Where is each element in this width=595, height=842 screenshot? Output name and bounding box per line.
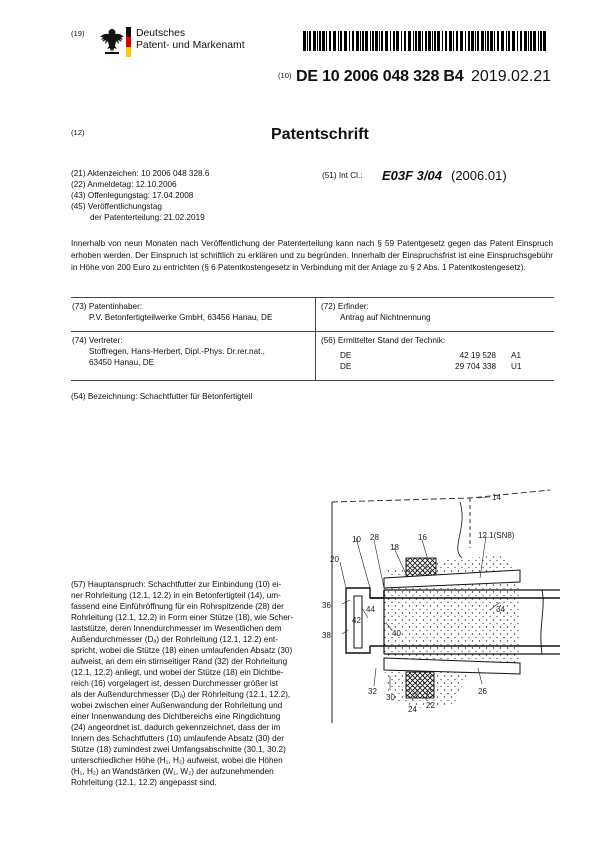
ref-label-42: 42 [352,616,361,625]
inid-code-10: (10) [278,71,292,80]
flag-red [126,37,131,47]
break-line [541,590,543,654]
claim-line: Stütze (18) zumindest zwei Umfangsabschnitte (30.1, 30.2) [71,745,286,754]
ipc-version: (2006.01) [451,168,507,183]
ref-label-20: 20 [330,555,339,564]
flag-gold [126,47,131,57]
document-barcode [303,31,548,51]
claim-line: unterschiedlicher Höhe (H₁, H₂) aufweist, wobei die Höhen [71,756,283,765]
prior-art-number: 42 19 528 [459,351,496,360]
ref-label-32: 32 [368,687,377,696]
document-type: Patentschrift [271,126,369,143]
ref-label-40: 40 [392,629,401,638]
table-top-rule [71,297,554,298]
holder-value: P.V. Betonfertigteilwerke GmbH, 63456 Hanau, DE [89,313,273,322]
opposition-notice: Innerhalb von neun Monaten nach Veröffentlichung der Patenterteilung kann nach § 59 Patentgesetz gegen das Patent Einspruch erhoben werden. Der Einspruch ist schriftlich zu erklären und zu begründen. Innerhalb der Einspruchsfrist ist eine Einspruchsgebühr in Höhe von 200 Euro zu entrichten (§ 6 Patentkostengesetz in Verbindung mit der Anlage zu § 2 Abs. 1 Patentkostengesetz). [71,239,553,272]
main-claim [71,579,311,788]
claim-line: wobei zwischen einer Außenwandung der Rohrleitung und [71,701,283,710]
biblio-line: (21) Aktenzeichen: 10 2006 048 328.6 [71,169,210,178]
inventor-value: Antrag auf Nichtnennung [340,313,431,322]
biblio-line: (43) Offenlegungstag: 17.04.2008 [71,191,194,200]
claim-line: Rohrleitung (12.1, 12.2) angepasst sind. [71,778,217,787]
leader-line [458,502,462,558]
ref-label-38: 38 [322,631,331,640]
lower-ring-seal [406,672,434,698]
ref-label-36: 36 [322,601,331,610]
representative-value: Stoffregen, Hans-Herbert, Dipl.-Phys. Dr.rer.nat., [89,347,265,356]
document-date: 2019.02.21 [471,68,552,85]
claim-line: spricht, wobei die Stütze (18) einen umlaufenden Absatz (30) [71,646,293,655]
representative-value: 63450 Hanau, DE [89,358,155,367]
inid-code-12: (12) [71,128,85,137]
biblio-left [71,168,209,223]
patent-figure [310,478,560,738]
claim-line: (57) Hauptanspruch: Schachtfutter zur Einbindung (10) ei- [71,580,282,589]
prior-art-kind: A1 [511,351,522,360]
prior-art-number: 29 704 338 [455,362,496,371]
prior-art-label: (56) Ermittelter Stand der Technik: [321,336,446,345]
ref-label-14: 14 [492,493,501,502]
claim-line: als der Außendurchmesser (Dₐ) der Rohrleitung (12.1, 12.2), [71,690,291,699]
ref-label-16: 16 [418,533,427,542]
inid-code-19: (19) [71,29,85,38]
ref-label-22: 22 [426,701,435,710]
flag-black [126,27,131,37]
claim-line: fassend eine Einführöffnung für ein Rohrspitzende (28) der [71,602,284,611]
claim-line: Rohrleitung (12.1, 12.2) in Form einer Stütze (18), wie Scher- [71,613,294,622]
holder-label: (73) Patentinhaber: [72,302,143,311]
ref-label-28: 28 [370,533,379,542]
table-column-rule [315,297,316,380]
claim-line: Innern des Schachtfutters (10) umlaufende Absatz (30) der [71,734,284,743]
table-bottom-rule [71,380,554,381]
ipc-label: (51) Int Cl.: [322,171,363,180]
inventor-label: (72) Erfinder: [321,302,369,311]
biblio-line: der Patenterteilung: 21.02.2019 [90,213,205,222]
ref-label-12-1: 12.1(SN8) [478,531,515,540]
ref-label-24: 24 [408,705,417,714]
ref-label-10: 10 [352,535,361,544]
table-mid-rule [71,331,554,332]
biblio-line: (45) Veröffentlichungstag [71,202,162,211]
claim-line: ner Rohrleitung (12.1, 12.2) in ein Betonfertigteil (14), um- [71,591,281,600]
biblio-line: (22) Anmeldetag: 12.10.2006 [71,180,177,189]
ref-label-30: 30 [386,693,395,702]
claim-line: (H₁, H₂) an Wandstärken (W₁, W₂) der aufzunehmenden [71,767,274,776]
claim-line: laststütze, deren Innendurchmesser im Wesentlichen dem [71,624,282,633]
ref-label-44: 44 [366,605,375,614]
concrete-edge-line [332,490,550,502]
office-name-line2: Patent- und Markenamt [136,40,245,51]
federal-eagle-logo [99,27,125,63]
prior-art-kind: U1 [511,362,522,371]
ipc-class: E03F 3/04 [382,168,442,183]
document-number: DE 10 2006 048 328 B4 [296,68,464,85]
claim-line: reich (16) vorgelagert ist, dessen Durchmesser größer ist [71,679,279,688]
prior-art-country: DE [340,362,352,371]
claim-line: (12.1, 12.2) anliegt, und wobei der Stütze (18) ein Dichtbe- [71,668,284,677]
prior-art-country: DE [340,351,352,360]
representative-label: (74) Vertreter: [72,336,123,345]
claim-line: (24) angeordnet ist, dadurch gekennzeichnet, dass der im [71,723,281,732]
claim-line: Außendurchmesser (Dₐ) der Rohrleitung (12.1, 12.2) ent- [71,635,278,644]
ref-label-34: 34 [496,605,505,614]
ref-label-18: 18 [390,543,399,552]
claim-line: aufweist, an dem ein stirnseitiger Rand (32) der Rohrleitung [71,657,288,666]
claim-line: einer Innenwandung des Dichtbereichs eine Ringdichtung [71,712,281,721]
invention-title: (54) Bezeichnung: Schachtfutter für Betonfertigteil [71,392,253,401]
office-name-line1: Deutsches [136,28,186,39]
ref-label-26: 26 [478,687,487,696]
